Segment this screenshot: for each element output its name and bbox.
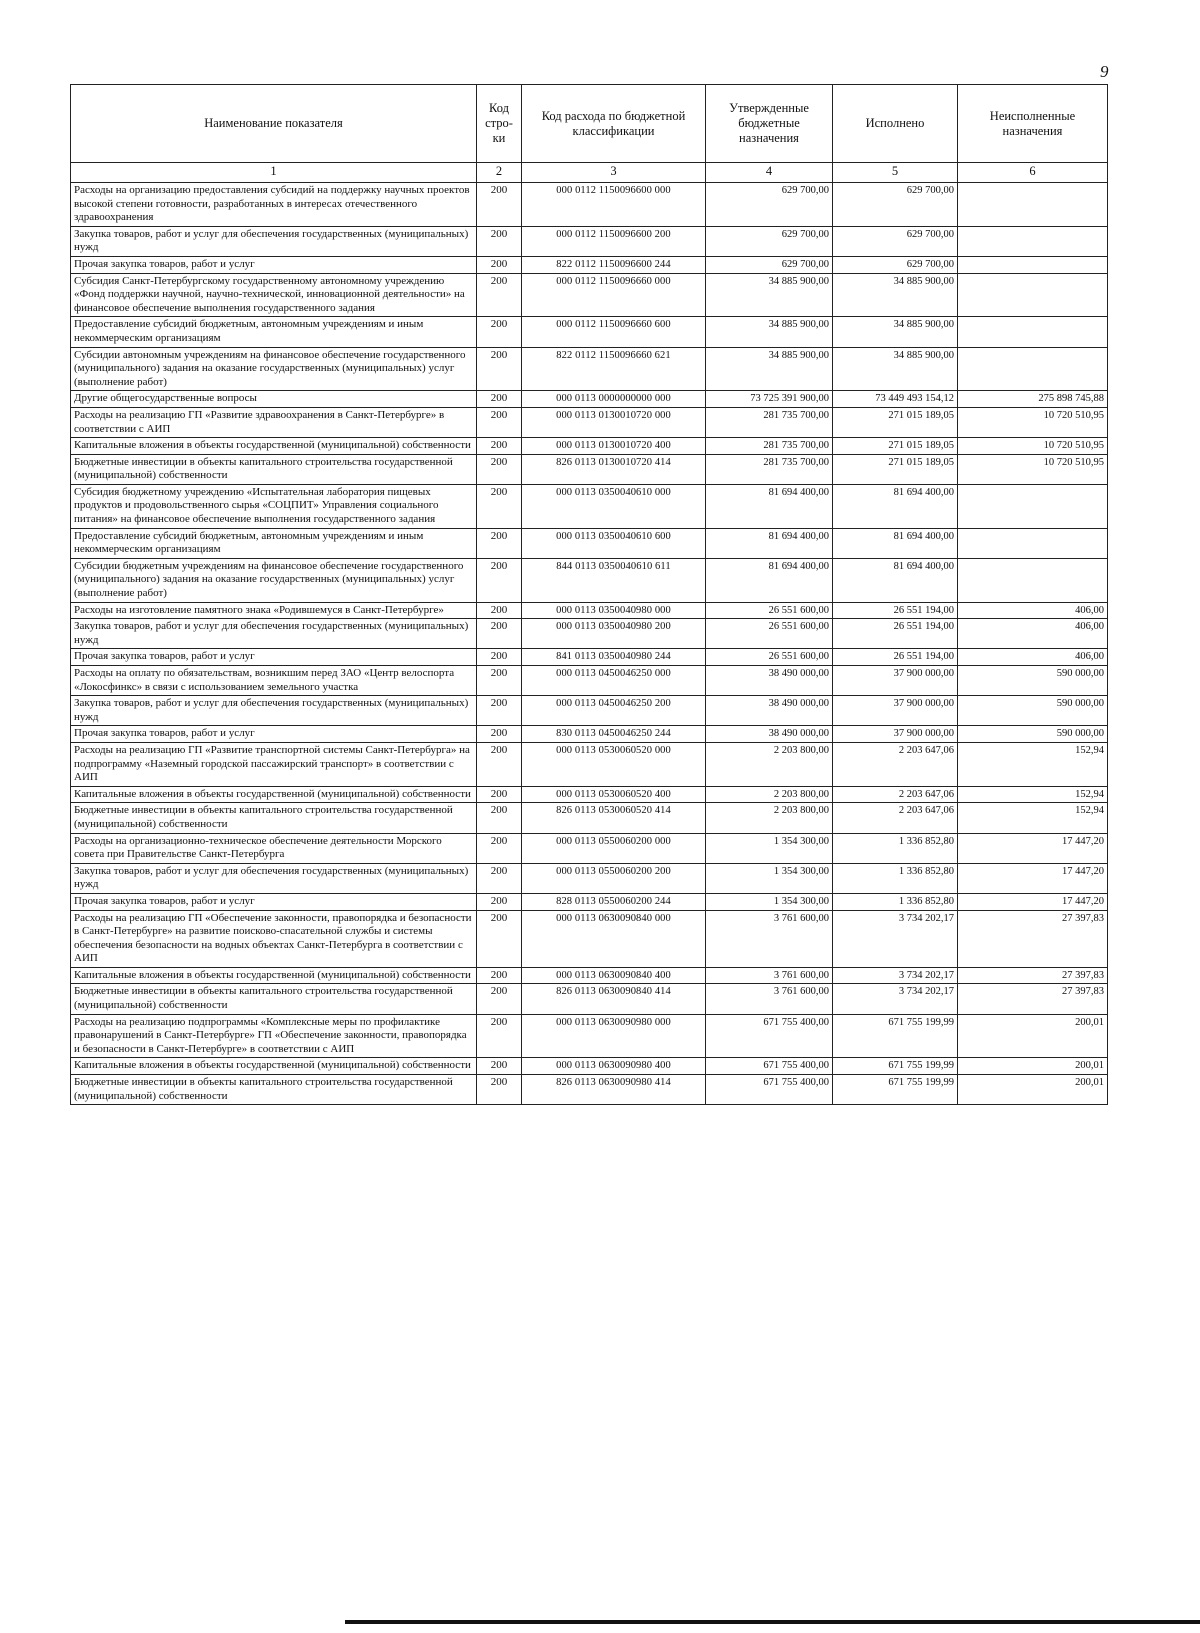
row-line-code: 200 (477, 863, 522, 893)
page-bottom-rule (345, 1620, 1200, 1624)
row-budget-code: 000 0113 0550060200 200 (522, 863, 706, 893)
table-body (71, 183, 1108, 1105)
row-budget-code: 841 0113 0350040980 244 (522, 649, 706, 666)
row-budget-code: 000 0113 0630090980 000 (522, 1014, 706, 1058)
budget-execution-table (70, 84, 1108, 1105)
row-name: Закупка товаров, работ и услуг для обеспечения государственных (муниципальных) нужд (71, 619, 477, 649)
header-approved: Утвержденные бюджетные назначения (706, 85, 833, 163)
row-unexecuted-amount: 10 720 510,95 (958, 407, 1108, 437)
table-row (71, 226, 1108, 256)
row-executed-amount: 1 336 852,80 (833, 893, 958, 910)
row-name: Предоставление субсидий бюджетным, автономным учреждениям и иным некоммерческим организациям (71, 317, 477, 347)
row-unexecuted-amount (958, 558, 1108, 602)
header-name: Наименование показателя (71, 85, 477, 163)
row-approved-amount: 3 761 600,00 (706, 910, 833, 967)
row-approved-amount: 2 203 800,00 (706, 803, 833, 833)
row-budget-code: 000 0112 1150096660 000 (522, 273, 706, 317)
row-approved-amount: 281 735 700,00 (706, 454, 833, 484)
row-name: Расходы на реализацию ГП «Обеспечение законности, правопорядка и безопасности в Санкт-Петербурге» на развитие поисково-спасательной службы и системы обеспечения безопасности на водных объектах Санкт-Петербурга в соответствии с АИП (71, 910, 477, 967)
row-line-code: 200 (477, 438, 522, 455)
row-name: Расходы на организационно-техническое обеспечение деятельности Морского совета при Правительстве Санкт-Петербурга (71, 833, 477, 863)
row-approved-amount: 629 700,00 (706, 183, 833, 227)
row-unexecuted-amount: 17 447,20 (958, 833, 1108, 863)
row-unexecuted-amount: 406,00 (958, 602, 1108, 619)
table-row (71, 742, 1108, 786)
table-row (71, 1058, 1108, 1075)
table-row (71, 696, 1108, 726)
row-executed-amount: 1 336 852,80 (833, 833, 958, 863)
row-executed-amount: 629 700,00 (833, 256, 958, 273)
column-number: 1 (71, 163, 477, 183)
row-budget-code: 000 0113 0450046250 200 (522, 696, 706, 726)
row-budget-code: 826 0113 0530060520 414 (522, 803, 706, 833)
row-executed-amount: 3 734 202,17 (833, 984, 958, 1014)
row-executed-amount: 26 551 194,00 (833, 619, 958, 649)
row-line-code: 200 (477, 696, 522, 726)
row-unexecuted-amount (958, 183, 1108, 227)
table-row (71, 666, 1108, 696)
row-name: Бюджетные инвестиции в объекты капитального строительства государственной (муниципальной) собственности (71, 1075, 477, 1105)
row-budget-code: 000 0113 0130010720 000 (522, 407, 706, 437)
header-executed: Исполнено (833, 85, 958, 163)
table-row (71, 910, 1108, 967)
row-budget-code: 000 0113 0130010720 400 (522, 438, 706, 455)
table-row (71, 528, 1108, 558)
row-name: Прочая закупка товаров, работ и услуг (71, 649, 477, 666)
row-line-code: 200 (477, 183, 522, 227)
row-executed-amount: 81 694 400,00 (833, 484, 958, 528)
row-executed-amount: 671 755 199,99 (833, 1014, 958, 1058)
row-unexecuted-amount: 200,01 (958, 1014, 1108, 1058)
row-unexecuted-amount: 17 447,20 (958, 863, 1108, 893)
table-row (71, 454, 1108, 484)
table-row (71, 803, 1108, 833)
row-line-code: 200 (477, 558, 522, 602)
row-approved-amount: 1 354 300,00 (706, 893, 833, 910)
row-executed-amount: 34 885 900,00 (833, 317, 958, 347)
row-line-code: 200 (477, 391, 522, 408)
row-line-code: 200 (477, 273, 522, 317)
row-unexecuted-amount (958, 226, 1108, 256)
row-unexecuted-amount: 152,94 (958, 786, 1108, 803)
row-line-code: 200 (477, 317, 522, 347)
table-row (71, 317, 1108, 347)
row-executed-amount: 671 755 199,99 (833, 1075, 958, 1105)
row-line-code: 200 (477, 528, 522, 558)
row-name: Капитальные вложения в объекты государственной (муниципальной) собственности (71, 438, 477, 455)
table-header-row (71, 85, 1108, 163)
row-unexecuted-amount: 17 447,20 (958, 893, 1108, 910)
column-number: 3 (522, 163, 706, 183)
row-executed-amount: 26 551 194,00 (833, 649, 958, 666)
table-row (71, 1075, 1108, 1105)
column-number-row (71, 163, 1108, 183)
row-executed-amount: 271 015 189,05 (833, 438, 958, 455)
row-unexecuted-amount: 590 000,00 (958, 726, 1108, 743)
row-budget-code: 000 0113 0550060200 000 (522, 833, 706, 863)
table-row (71, 558, 1108, 602)
row-approved-amount: 629 700,00 (706, 256, 833, 273)
row-line-code: 200 (477, 910, 522, 967)
row-line-code: 200 (477, 967, 522, 984)
row-line-code: 200 (477, 833, 522, 863)
row-approved-amount: 3 761 600,00 (706, 967, 833, 984)
row-executed-amount: 37 900 000,00 (833, 726, 958, 743)
row-executed-amount: 2 203 647,06 (833, 742, 958, 786)
row-approved-amount: 281 735 700,00 (706, 407, 833, 437)
row-approved-amount: 629 700,00 (706, 226, 833, 256)
page-number: 9 (1100, 62, 1109, 81)
row-line-code: 200 (477, 602, 522, 619)
table-row (71, 256, 1108, 273)
table-row (71, 967, 1108, 984)
row-approved-amount: 38 490 000,00 (706, 696, 833, 726)
row-approved-amount: 2 203 800,00 (706, 742, 833, 786)
row-line-code: 200 (477, 893, 522, 910)
row-budget-code: 000 0113 0350040980 200 (522, 619, 706, 649)
row-budget-code: 844 0113 0350040610 611 (522, 558, 706, 602)
row-approved-amount: 81 694 400,00 (706, 558, 833, 602)
row-budget-code: 000 0113 0630090980 400 (522, 1058, 706, 1075)
row-approved-amount: 26 551 600,00 (706, 649, 833, 666)
row-budget-code: 000 0113 0630090840 400 (522, 967, 706, 984)
row-line-code: 200 (477, 1014, 522, 1058)
row-name: Расходы на реализацию ГП «Развитие здравоохранения в Санкт-Петербурге» в соответствии с АИП (71, 407, 477, 437)
row-approved-amount: 1 354 300,00 (706, 863, 833, 893)
row-name: Закупка товаров, работ и услуг для обеспечения государственных (муниципальных) нужд (71, 226, 477, 256)
row-executed-amount: 2 203 647,06 (833, 803, 958, 833)
row-budget-code: 000 0113 0450046250 000 (522, 666, 706, 696)
row-unexecuted-amount: 406,00 (958, 619, 1108, 649)
row-unexecuted-amount (958, 484, 1108, 528)
row-name: Расходы на организацию предоставления субсидий на поддержку научных проектов высокой степени готовности, разработанных в интересах отечественного здравоохранения (71, 183, 477, 227)
row-line-code: 200 (477, 649, 522, 666)
table-row (71, 484, 1108, 528)
table-row (71, 407, 1108, 437)
column-number: 2 (477, 163, 522, 183)
row-name: Бюджетные инвестиции в объекты капитального строительства государственной (муниципальной) собственности (71, 803, 477, 833)
row-name: Другие общегосударственные вопросы (71, 391, 477, 408)
table-row (71, 649, 1108, 666)
table-row (71, 183, 1108, 227)
row-executed-amount: 629 700,00 (833, 183, 958, 227)
row-name: Расходы на изготовление памятного знака «Родившемуся в Санкт-Петербурге» (71, 602, 477, 619)
table-row (71, 602, 1108, 619)
table-row (71, 786, 1108, 803)
row-budget-code: 822 0112 1150096600 244 (522, 256, 706, 273)
row-approved-amount: 38 490 000,00 (706, 666, 833, 696)
row-unexecuted-amount: 10 720 510,95 (958, 454, 1108, 484)
row-name: Капитальные вложения в объекты государственной (муниципальной) собственности (71, 1058, 477, 1075)
row-unexecuted-amount (958, 347, 1108, 391)
row-line-code: 200 (477, 803, 522, 833)
row-executed-amount: 3 734 202,17 (833, 967, 958, 984)
row-name: Расходы на оплату по обязательствам, возникшим перед ЗАО «Центр велоспорта «Локосфинкс» в связи с использованием земельного участка (71, 666, 477, 696)
row-approved-amount: 26 551 600,00 (706, 619, 833, 649)
row-budget-code: 000 0112 1150096660 600 (522, 317, 706, 347)
header-budget-code: Код расхода по бюджетной классификации (522, 85, 706, 163)
row-line-code: 200 (477, 256, 522, 273)
row-budget-code: 826 0113 0630090980 414 (522, 1075, 706, 1105)
row-budget-code: 826 0113 0130010720 414 (522, 454, 706, 484)
row-unexecuted-amount: 27 397,83 (958, 967, 1108, 984)
row-name: Прочая закупка товаров, работ и услуг (71, 893, 477, 910)
row-approved-amount: 671 755 400,00 (706, 1014, 833, 1058)
row-name: Капитальные вложения в объекты государственной (муниципальной) собственности (71, 967, 477, 984)
row-name: Бюджетные инвестиции в объекты капитального строительства государственной (муниципальной) собственности (71, 454, 477, 484)
row-unexecuted-amount: 10 720 510,95 (958, 438, 1108, 455)
row-executed-amount: 3 734 202,17 (833, 910, 958, 967)
row-approved-amount: 26 551 600,00 (706, 602, 833, 619)
row-unexecuted-amount: 200,01 (958, 1058, 1108, 1075)
row-approved-amount: 81 694 400,00 (706, 528, 833, 558)
row-line-code: 200 (477, 1058, 522, 1075)
row-name: Закупка товаров, работ и услуг для обеспечения государственных (муниципальных) нужд (71, 863, 477, 893)
row-line-code: 200 (477, 454, 522, 484)
row-executed-amount: 671 755 199,99 (833, 1058, 958, 1075)
row-line-code: 200 (477, 407, 522, 437)
row-name: Капитальные вложения в объекты государственной (муниципальной) собственности (71, 786, 477, 803)
table-row (71, 347, 1108, 391)
row-unexecuted-amount: 590 000,00 (958, 696, 1108, 726)
row-executed-amount: 81 694 400,00 (833, 558, 958, 602)
row-executed-amount: 2 203 647,06 (833, 786, 958, 803)
table-row (71, 391, 1108, 408)
row-approved-amount: 38 490 000,00 (706, 726, 833, 743)
row-approved-amount: 81 694 400,00 (706, 484, 833, 528)
row-executed-amount: 37 900 000,00 (833, 696, 958, 726)
row-line-code: 200 (477, 619, 522, 649)
row-unexecuted-amount (958, 317, 1108, 347)
row-budget-code: 822 0112 1150096660 621 (522, 347, 706, 391)
table-row (71, 893, 1108, 910)
row-executed-amount: 73 449 493 154,12 (833, 391, 958, 408)
table-row (71, 619, 1108, 649)
row-approved-amount: 671 755 400,00 (706, 1058, 833, 1075)
row-line-code: 200 (477, 742, 522, 786)
row-approved-amount: 1 354 300,00 (706, 833, 833, 863)
row-budget-code: 828 0113 0550060200 244 (522, 893, 706, 910)
row-line-code: 200 (477, 347, 522, 391)
row-budget-code: 000 0112 1150096600 200 (522, 226, 706, 256)
row-budget-code: 830 0113 0450046250 244 (522, 726, 706, 743)
row-approved-amount: 671 755 400,00 (706, 1075, 833, 1105)
row-budget-code: 000 0113 0530060520 400 (522, 786, 706, 803)
row-budget-code: 000 0113 0350040610 000 (522, 484, 706, 528)
row-name: Закупка товаров, работ и услуг для обеспечения государственных (муниципальных) нужд (71, 696, 477, 726)
row-approved-amount: 2 203 800,00 (706, 786, 833, 803)
row-line-code: 200 (477, 984, 522, 1014)
row-approved-amount: 34 885 900,00 (706, 273, 833, 317)
row-executed-amount: 271 015 189,05 (833, 454, 958, 484)
row-unexecuted-amount: 152,94 (958, 742, 1108, 786)
row-line-code: 200 (477, 726, 522, 743)
row-unexecuted-amount (958, 273, 1108, 317)
header-unexecuted: Неисполненные назначения (958, 85, 1108, 163)
table-row (71, 863, 1108, 893)
row-budget-code: 000 0113 0630090840 000 (522, 910, 706, 967)
row-approved-amount: 281 735 700,00 (706, 438, 833, 455)
row-line-code: 200 (477, 484, 522, 528)
column-number: 5 (833, 163, 958, 183)
row-approved-amount: 34 885 900,00 (706, 317, 833, 347)
row-unexecuted-amount (958, 256, 1108, 273)
table-row (71, 726, 1108, 743)
row-line-code: 200 (477, 226, 522, 256)
row-unexecuted-amount (958, 528, 1108, 558)
row-executed-amount: 34 885 900,00 (833, 347, 958, 391)
row-executed-amount: 34 885 900,00 (833, 273, 958, 317)
row-name: Прочая закупка товаров, работ и услуг (71, 256, 477, 273)
row-name: Субсидии автономным учреждениям на финансовое обеспечение государственного (муниципального) задания на оказание государственных (муниципальных) услуг (выполнение работ) (71, 347, 477, 391)
table-row (71, 984, 1108, 1014)
row-name: Субсидия Санкт-Петербургскому государственному автономному учреждению «Фонд поддержки научной, научно-технической, инновационной деятельности» на финансовое обеспечение выполнения государственного задания (71, 273, 477, 317)
row-budget-code: 000 0113 0530060520 000 (522, 742, 706, 786)
row-name: Предоставление субсидий бюджетным, автономным учреждениям и иным некоммерческим организациям (71, 528, 477, 558)
table-row (71, 1014, 1108, 1058)
table-row (71, 833, 1108, 863)
row-unexecuted-amount: 27 397,83 (958, 910, 1108, 967)
row-budget-code: 000 0113 0350040610 600 (522, 528, 706, 558)
row-executed-amount: 37 900 000,00 (833, 666, 958, 696)
row-budget-code: 000 0112 1150096600 000 (522, 183, 706, 227)
row-name: Расходы на реализацию ГП «Развитие транспортной системы Санкт-Петербурга» на подпрограмму «Наземный городской пассажирский транспорт» в соответствии с АИП (71, 742, 477, 786)
row-executed-amount: 26 551 194,00 (833, 602, 958, 619)
row-executed-amount: 1 336 852,80 (833, 863, 958, 893)
row-approved-amount: 34 885 900,00 (706, 347, 833, 391)
row-executed-amount: 271 015 189,05 (833, 407, 958, 437)
column-number: 6 (958, 163, 1108, 183)
row-budget-code: 826 0113 0630090840 414 (522, 984, 706, 1014)
row-line-code: 200 (477, 786, 522, 803)
row-budget-code: 000 0113 0000000000 000 (522, 391, 706, 408)
row-unexecuted-amount: 152,94 (958, 803, 1108, 833)
row-executed-amount: 81 694 400,00 (833, 528, 958, 558)
row-executed-amount: 629 700,00 (833, 226, 958, 256)
row-name: Расходы на реализацию подпрограммы «Комплексные меры по профилактике правонарушений в Санкт-Петербурге» ГП «Обеспечение законности, правопорядка и безопасности в Санкт-Петербурге» в соответствии с АИП (71, 1014, 477, 1058)
header-line-code: Код стро-ки (477, 85, 522, 163)
row-unexecuted-amount: 590 000,00 (958, 666, 1108, 696)
row-approved-amount: 3 761 600,00 (706, 984, 833, 1014)
row-unexecuted-amount: 27 397,83 (958, 984, 1108, 1014)
row-name: Субсидии бюджетным учреждениям на финансовое обеспечение государственного (муниципального) задания на оказание государственных (муниципальных) услуг (выполнение работ) (71, 558, 477, 602)
table-row (71, 438, 1108, 455)
row-line-code: 200 (477, 666, 522, 696)
row-name: Субсидия бюджетному учреждению «Испытательная лаборатория пищевых продуктов и продовольственного сырья «СОЦПИТ» Управления социального питания» на финансовое обеспечение выполнения государственного задания (71, 484, 477, 528)
row-line-code: 200 (477, 1075, 522, 1105)
row-approved-amount: 73 725 391 900,00 (706, 391, 833, 408)
column-number: 4 (706, 163, 833, 183)
row-unexecuted-amount: 200,01 (958, 1075, 1108, 1105)
table-row (71, 273, 1108, 317)
row-unexecuted-amount: 406,00 (958, 649, 1108, 666)
row-name: Прочая закупка товаров, работ и услуг (71, 726, 477, 743)
row-unexecuted-amount: 275 898 745,88 (958, 391, 1108, 408)
row-budget-code: 000 0113 0350040980 000 (522, 602, 706, 619)
row-name: Бюджетные инвестиции в объекты капитального строительства государственной (муниципальной) собственности (71, 984, 477, 1014)
